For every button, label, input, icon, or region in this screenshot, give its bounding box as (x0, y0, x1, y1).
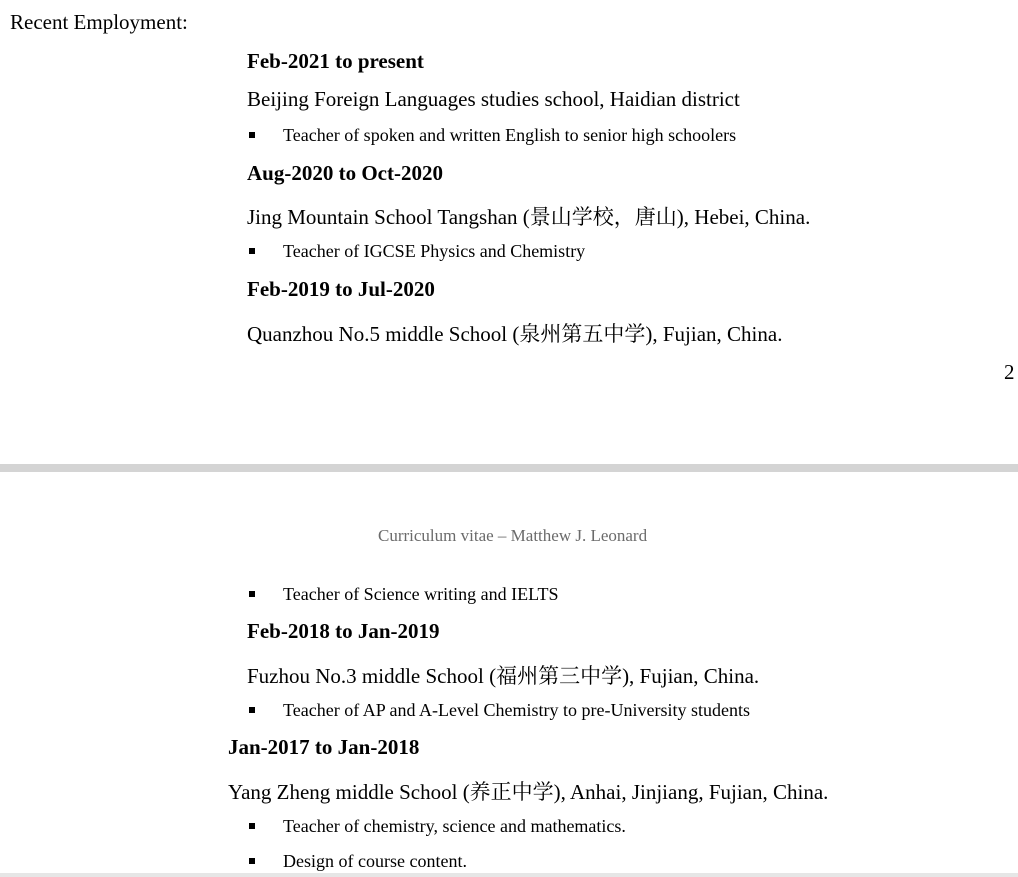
employment-date: Jan-2017 to Jan-2018 (228, 735, 420, 759)
employer-name: Fuzhou No.3 middle School (福州第三中学), Fujian, China. (247, 664, 760, 688)
section-heading-recent-employment: Recent Employment: (10, 10, 188, 34)
employer-name: Quanzhou No.5 middle School (泉州第五中学), Fujian, China. (247, 322, 783, 346)
employment-date: Feb-2018 to Jan-2019 (247, 619, 440, 643)
job-duty: Teacher of spoken and written English to senior high schoolers (283, 125, 737, 145)
job-duty: Teacher of AP and A-Level Chemistry to pre-University students (283, 700, 750, 720)
bullet-icon (249, 591, 255, 597)
job-duty: Teacher of chemistry, science and mathematics. (283, 816, 626, 836)
bullet-icon (249, 858, 255, 864)
employment-date: Feb-2019 to Jul-2020 (247, 277, 435, 301)
bullet-icon (249, 248, 255, 254)
employment-date: Aug-2020 to Oct-2020 (247, 161, 443, 185)
job-duty: Teacher of Science writing and IELTS (283, 584, 559, 604)
job-duty: Teacher of IGCSE Physics and Chemistry (283, 241, 586, 261)
bullet-icon (249, 707, 255, 713)
employer-name: Yang Zheng middle School (养正中学), Anhai, Jinjiang, Fujian, China. (228, 780, 829, 804)
employer-name: Jing Mountain School Tangshan (景山学校，唐山), Hebei, China. (247, 205, 811, 229)
page-bottom-edge (0, 873, 1018, 877)
employment-date: Feb-2021 to present (247, 49, 424, 73)
page-header: Curriculum vitae – Matthew J. Leonard (378, 526, 648, 545)
bullet-icon (249, 823, 255, 829)
employer-name: Beijing Foreign Languages studies school, Haidian district (247, 87, 740, 111)
page-number: 2 (1004, 360, 1015, 384)
bullet-icon (249, 132, 255, 138)
page-break-divider (0, 464, 1018, 472)
job-duty: Design of course content. (283, 851, 467, 871)
